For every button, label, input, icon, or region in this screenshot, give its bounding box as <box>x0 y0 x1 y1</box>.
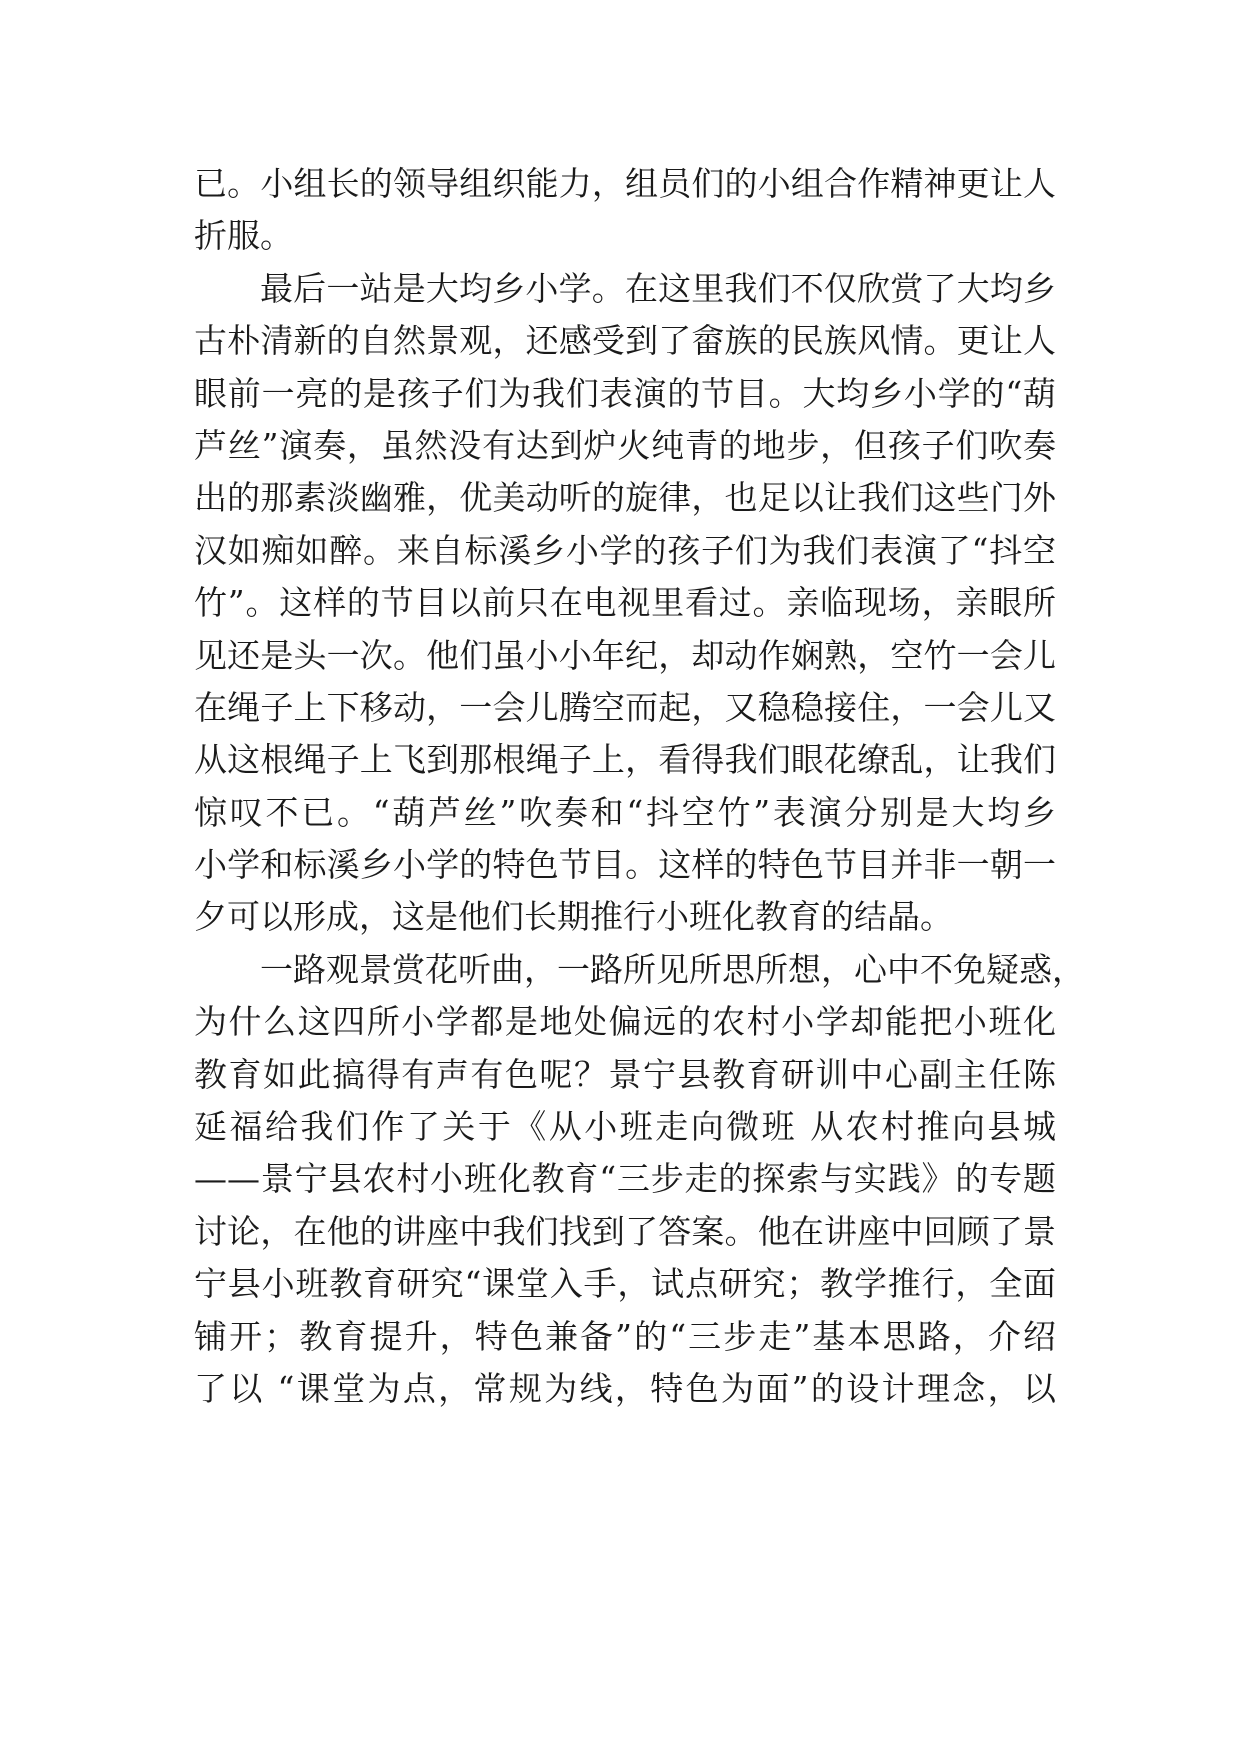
text-line: 折服。 <box>194 216 293 256</box>
text-line: ——景宁县农村小班化教育“三步走的探索与实践》的专题 <box>194 1159 1056 1199</box>
text-line: 竹”。这样的节目以前只在电视里看过。亲临现场，亲眼所 <box>194 583 1056 623</box>
text-line: 汉如痴如醉。来自标溪乡小学的孩子们为我们表演了“抖空 <box>194 530 1056 570</box>
text-line: 夕可以形成，这是他们长期推行小班化教育的结晶。 <box>194 897 953 937</box>
text-line: 铺开；教育提升，特色兼备”的“三步走”基本思路，介绍 <box>194 1316 1056 1356</box>
body-text <box>194 158 1085 1415</box>
text-line: 古朴清新的自然景观，还感受到了畲族的民族风情。更让人 <box>194 321 1056 361</box>
text-line: 在绳子上下移动，一会儿腾空而起，又稳稳接住，一会儿又 <box>194 687 1056 727</box>
text-line: 为什么这四所小学都是地处偏远的农村小学却能把小班化 <box>194 1002 1056 1042</box>
text-line: 了以 “课堂为点，常规为线，特色为面”的设计理念，以 <box>194 1368 1056 1408</box>
text-line: 已。小组长的领导组织能力，组员们的小组合作精神更让人 <box>194 164 1056 203</box>
text-line: 从这根绳子上飞到那根绳子上，看得我们眼花缭乱，让我们 <box>194 740 1056 780</box>
paragraph-2 <box>194 263 1056 944</box>
text-line: 延福给我们作了关于《从小班走向微班 从农村推向县城 <box>194 1107 1056 1147</box>
text-line: 芦丝”演奏，虽然没有达到炉火纯青的地步，但孩子们吹奏 <box>194 425 1056 465</box>
text-line: 教育如此搞得有声有色呢？景宁县教育研训中心副主任陈 <box>194 1054 1056 1094</box>
text-line: 见还是头一次。他们虽小小年纪，却动作娴熟，空竹一会儿 <box>194 635 1056 675</box>
paragraph-1 <box>194 158 1056 263</box>
paragraph-3 <box>194 944 1085 1416</box>
text-line: 最后一站是大均乡小学。在这里我们不仅欣赏了大均乡 <box>260 268 1056 308</box>
text-line: 惊叹不已。“葫芦丝”吹奏和“抖空竹”表演分别是大均乡 <box>194 792 1056 832</box>
text-line: 小学和标溪乡小学的特色节目。这样的特色节目并非一朝一 <box>194 845 1056 885</box>
text-line: 讨论，在他的讲座中我们找到了答案。他在讲座中回顾了景 <box>194 1211 1056 1251</box>
text-line: 眼前一亮的是孩子们为我们表演的节目。大均乡小学的“葫 <box>194 373 1056 413</box>
text-line: 出的那素淡幽雅，优美动听的旋律，也足以让我们这些门外 <box>194 478 1056 518</box>
text-line: 宁县小班教育研究“课堂入手，试点研究；教学推行，全面 <box>194 1264 1056 1304</box>
text-line: 一路观景赏花听曲，一路所见所思所想，心中不免疑惑， <box>260 949 1085 989</box>
